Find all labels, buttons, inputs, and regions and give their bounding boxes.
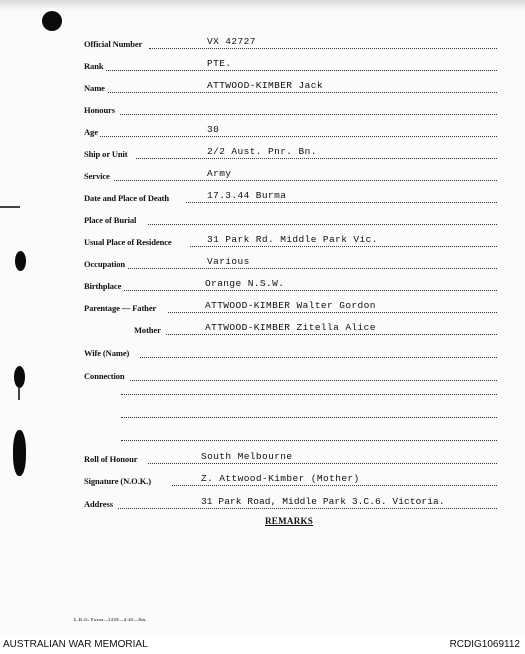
field-label: Roll of Honour — [84, 454, 138, 464]
field-value: 17.3.44 Burma — [207, 190, 287, 201]
scan-edge — [0, 0, 525, 10]
field-label: Official Number — [84, 39, 143, 49]
field-value: ATTWOOD-KIMBER Walter Gordon — [205, 300, 376, 311]
field-label: Occupation — [84, 259, 126, 269]
field-label: Age — [84, 127, 98, 137]
field-honours — [0, 98, 525, 118]
field-value: 31 Park Road, Middle Park 3.C.6. Victoria. — [201, 496, 445, 507]
field-parentage-father — [0, 296, 525, 316]
field-name — [0, 76, 525, 96]
punch-hole-top — [42, 11, 62, 31]
field-label: Usual Place of Residence — [84, 237, 172, 247]
field-age — [0, 120, 525, 140]
field-ship-or-unit — [0, 142, 525, 162]
footer-identifier: RCDIG1069112 — [449, 639, 520, 650]
dotted-line — [168, 312, 497, 313]
field-label: Place of Burial — [84, 215, 137, 225]
field-place-of-burial — [0, 208, 525, 228]
field-value: Army — [207, 168, 232, 179]
dotted-line — [106, 70, 497, 71]
field-value: ATTWOOD-KIMBER Zitella Alice — [205, 322, 376, 333]
field-connection — [0, 364, 525, 384]
field-label: Mother — [134, 325, 161, 335]
field-value: Orange N.S.W. — [205, 278, 285, 289]
field-official-number — [0, 32, 525, 52]
printer-mark: L.R.G. Form—2259—4-45—8m. — [74, 617, 147, 622]
field-value: VX 42727 — [207, 36, 256, 47]
connection-blank-line — [121, 417, 497, 418]
remarks-heading: REMARKS — [265, 516, 314, 526]
field-service — [0, 164, 525, 184]
field-value: Various — [207, 256, 250, 267]
field-value: Z. Attwood-Kimber (Mother) — [201, 473, 360, 484]
dotted-line — [114, 180, 497, 181]
field-label: Address — [84, 499, 113, 509]
dotted-line — [128, 268, 497, 269]
connection-blank-line — [121, 440, 497, 441]
field-label: Wife (Name) — [84, 348, 130, 358]
field-occupation — [0, 252, 525, 272]
dotted-line — [100, 136, 497, 137]
dotted-line — [148, 463, 497, 464]
dotted-line — [108, 92, 497, 93]
field-label: Date and Place of Death — [84, 193, 170, 203]
field-birthplace — [0, 274, 525, 294]
dotted-line — [118, 508, 497, 509]
field-usual-residence — [0, 230, 525, 250]
field-date-place-death — [0, 186, 525, 206]
field-label: Connection — [84, 371, 125, 381]
field-signature — [0, 469, 525, 489]
field-roll-of-honour — [0, 447, 525, 467]
dotted-line — [186, 202, 497, 203]
field-value: ATTWOOD-KIMBER Jack — [207, 80, 323, 91]
field-value: 30 — [207, 124, 220, 135]
archive-footer — [0, 636, 525, 654]
dotted-line — [130, 380, 497, 381]
field-value: PTE. — [207, 58, 232, 69]
field-label: Birthplace — [84, 281, 122, 291]
scan-speck — [18, 388, 20, 400]
field-value: South Melbourne — [201, 451, 293, 462]
dotted-line — [140, 357, 497, 358]
dotted-line — [190, 246, 497, 247]
dotted-line — [148, 224, 497, 225]
dotted-line — [124, 290, 497, 291]
field-label: Service — [84, 171, 110, 181]
dotted-line — [120, 114, 497, 115]
field-label: Honours — [84, 105, 115, 115]
field-label: Rank — [84, 61, 104, 71]
field-value: 2/2 Aust. Pnr. Bn. — [207, 146, 317, 157]
field-value: 31 Park Rd. Middle Park Vic. — [207, 234, 378, 245]
field-label: Parentage — Father — [84, 303, 157, 313]
field-wife — [0, 341, 525, 361]
dotted-line — [136, 158, 497, 159]
footer-source: AUSTRALIAN WAR MEMORIAL — [3, 639, 148, 650]
dotted-line — [166, 334, 497, 335]
field-label: Ship or Unit — [84, 149, 128, 159]
dotted-line — [172, 485, 497, 486]
field-address — [0, 492, 525, 512]
field-label: Name — [84, 83, 105, 93]
field-label: Signature (N.O.K.) — [84, 476, 151, 486]
field-rank — [0, 54, 525, 74]
field-parentage-mother — [0, 318, 525, 338]
dotted-line — [149, 48, 497, 49]
connection-blank-line — [121, 394, 497, 395]
